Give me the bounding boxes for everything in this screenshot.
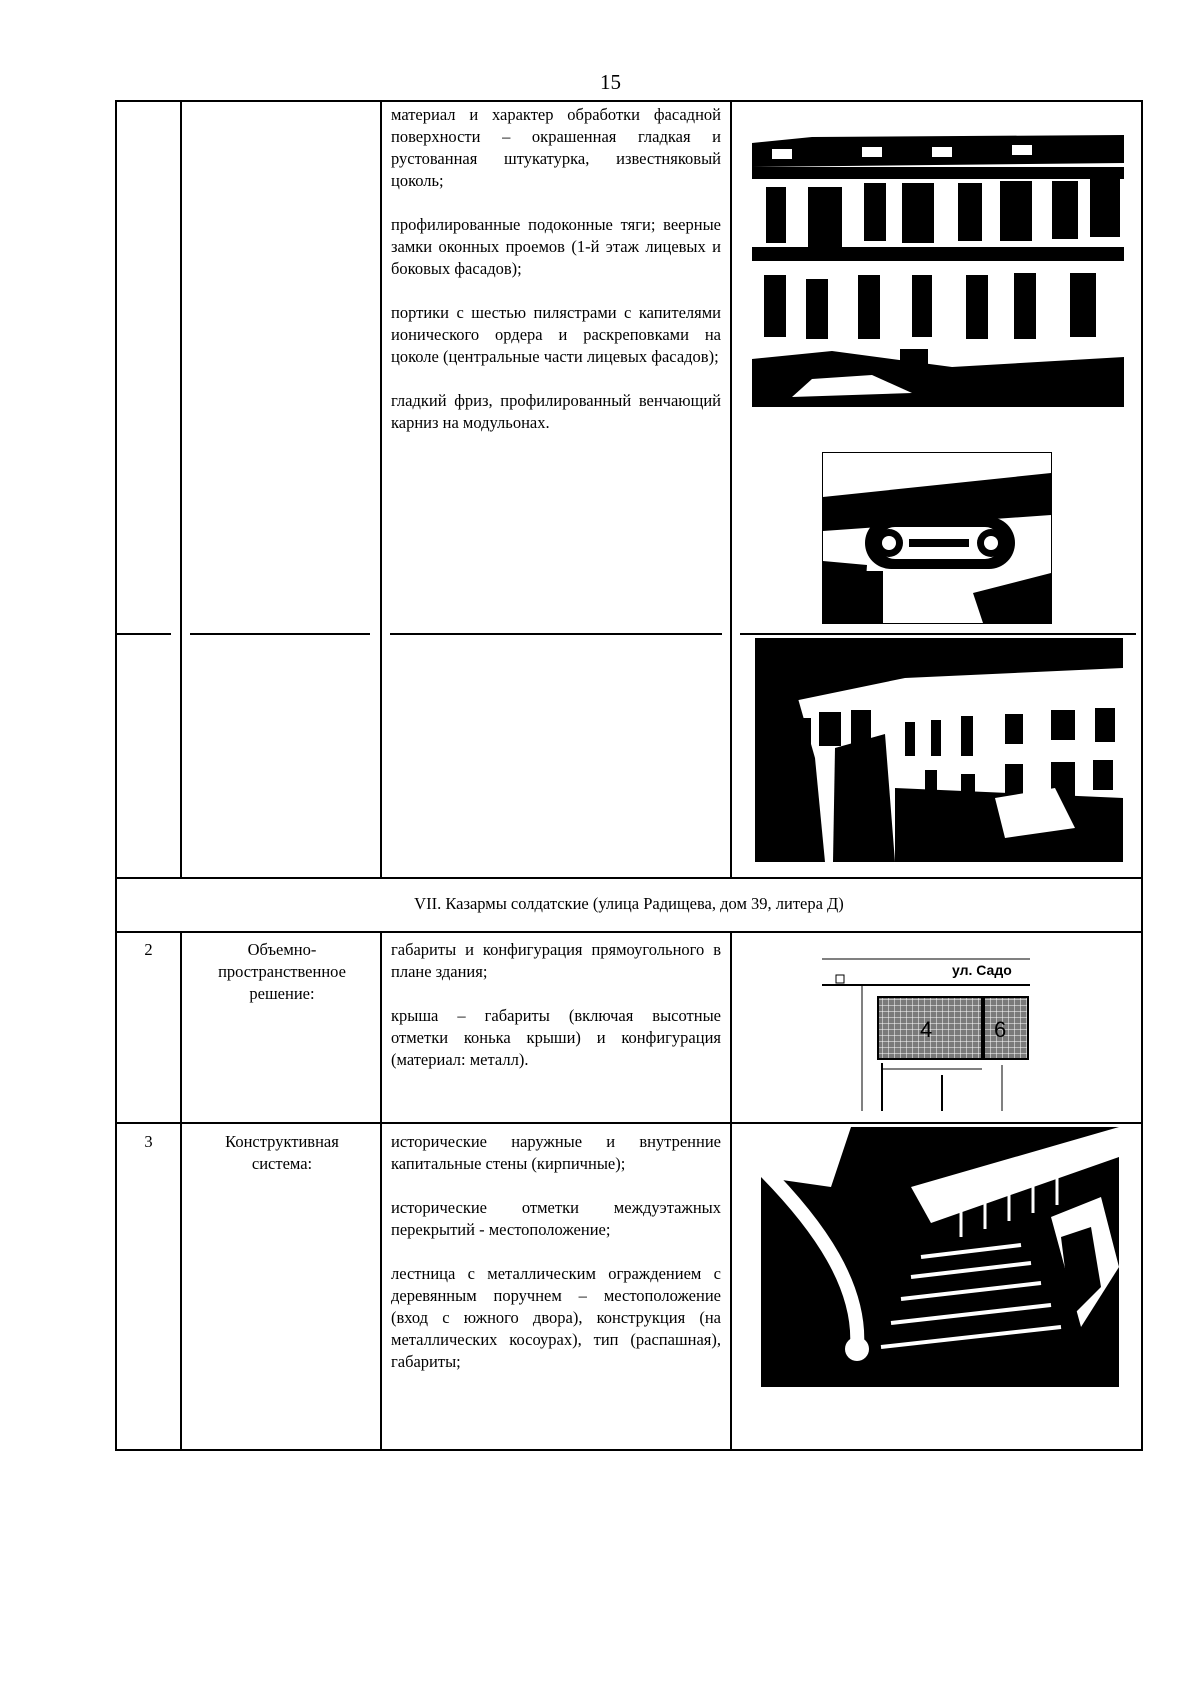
paragraph: материал и характер обработки фасадной поверхности – окрашенная гладкая и рустованная штукатурка, известняковый цоколь; — [391, 105, 721, 190]
table-border-bottom — [115, 1449, 1143, 1451]
section-line-bottom — [115, 931, 1143, 933]
col-divider-3 — [730, 100, 732, 878]
table-border-right — [1141, 100, 1143, 1450]
row-number: 3 — [144, 1132, 153, 1151]
row-name: Объемно-пространственное решение: — [218, 940, 346, 1003]
sub-row-line-d — [740, 633, 1136, 635]
row-number: 2 — [144, 940, 153, 959]
col-divider-2 — [380, 100, 382, 878]
col-divider-2b — [380, 932, 382, 1450]
paragraph: портики с шестью пилястрами с капителями ионического ордера и раскреповками на цоколе (центральные части лицевых фасадов); — [391, 303, 721, 366]
modillion-photo-icon — [822, 452, 1052, 624]
col-divider-1b — [180, 932, 182, 1450]
continued-row-description — [391, 104, 721, 456]
section-line-top — [115, 877, 1143, 879]
site-map-icon — [822, 945, 1030, 1111]
paragraph: габариты и конфигурация прямоугольного в плане здания; — [391, 940, 721, 981]
table-border-top — [115, 100, 1143, 102]
sub-row-line-c — [390, 633, 722, 635]
col-divider-1 — [180, 100, 182, 878]
staircase-photo-icon — [761, 1127, 1119, 1387]
row-name: Конструктивная система: — [225, 1132, 339, 1173]
facade-photo-icon — [752, 131, 1124, 407]
col-divider-3b — [730, 932, 732, 1450]
map-building-b-number: 6 — [994, 1017, 1007, 1042]
row2-description — [391, 939, 721, 1093]
map-building-a-number: 4 — [920, 1017, 933, 1042]
courtyard-photo-icon — [755, 638, 1123, 862]
paragraph: исторические наружные и внутренние капитальные стены (кирпичные); — [391, 1132, 721, 1173]
page-number: 15 — [600, 70, 621, 94]
paragraph: крыша – габариты (включая высотные отметки конька крыши) и конфигурация (материал: металл). — [391, 1006, 721, 1069]
section-title: VII. Казармы солдатские (улица Радищева, дом 39, литера Д) — [414, 894, 844, 913]
map-street-label: ул. Садо — [952, 962, 1012, 978]
paragraph: профилированные подоконные тяги; веерные замки оконных проемов (1-й этаж лицевых и боковых фасадов); — [391, 215, 721, 278]
paragraph: исторические отметки междуэтажных перекрытий - местоположение; — [391, 1198, 721, 1239]
row3-description — [391, 1131, 721, 1395]
paragraph: лестница с металлическим ограждением с деревянным поручнем – местоположение (вход с южного двора), конструкция (на металлических косоурах), тип (распашная), габариты; — [391, 1264, 721, 1371]
sub-row-line-b — [190, 633, 370, 635]
row-line-2-3 — [115, 1122, 1143, 1124]
table-border-left — [115, 100, 117, 1450]
paragraph: гладкий фриз, профилированный венчающий карниз на модульонах. — [391, 391, 721, 432]
sub-row-line-a — [115, 633, 171, 635]
